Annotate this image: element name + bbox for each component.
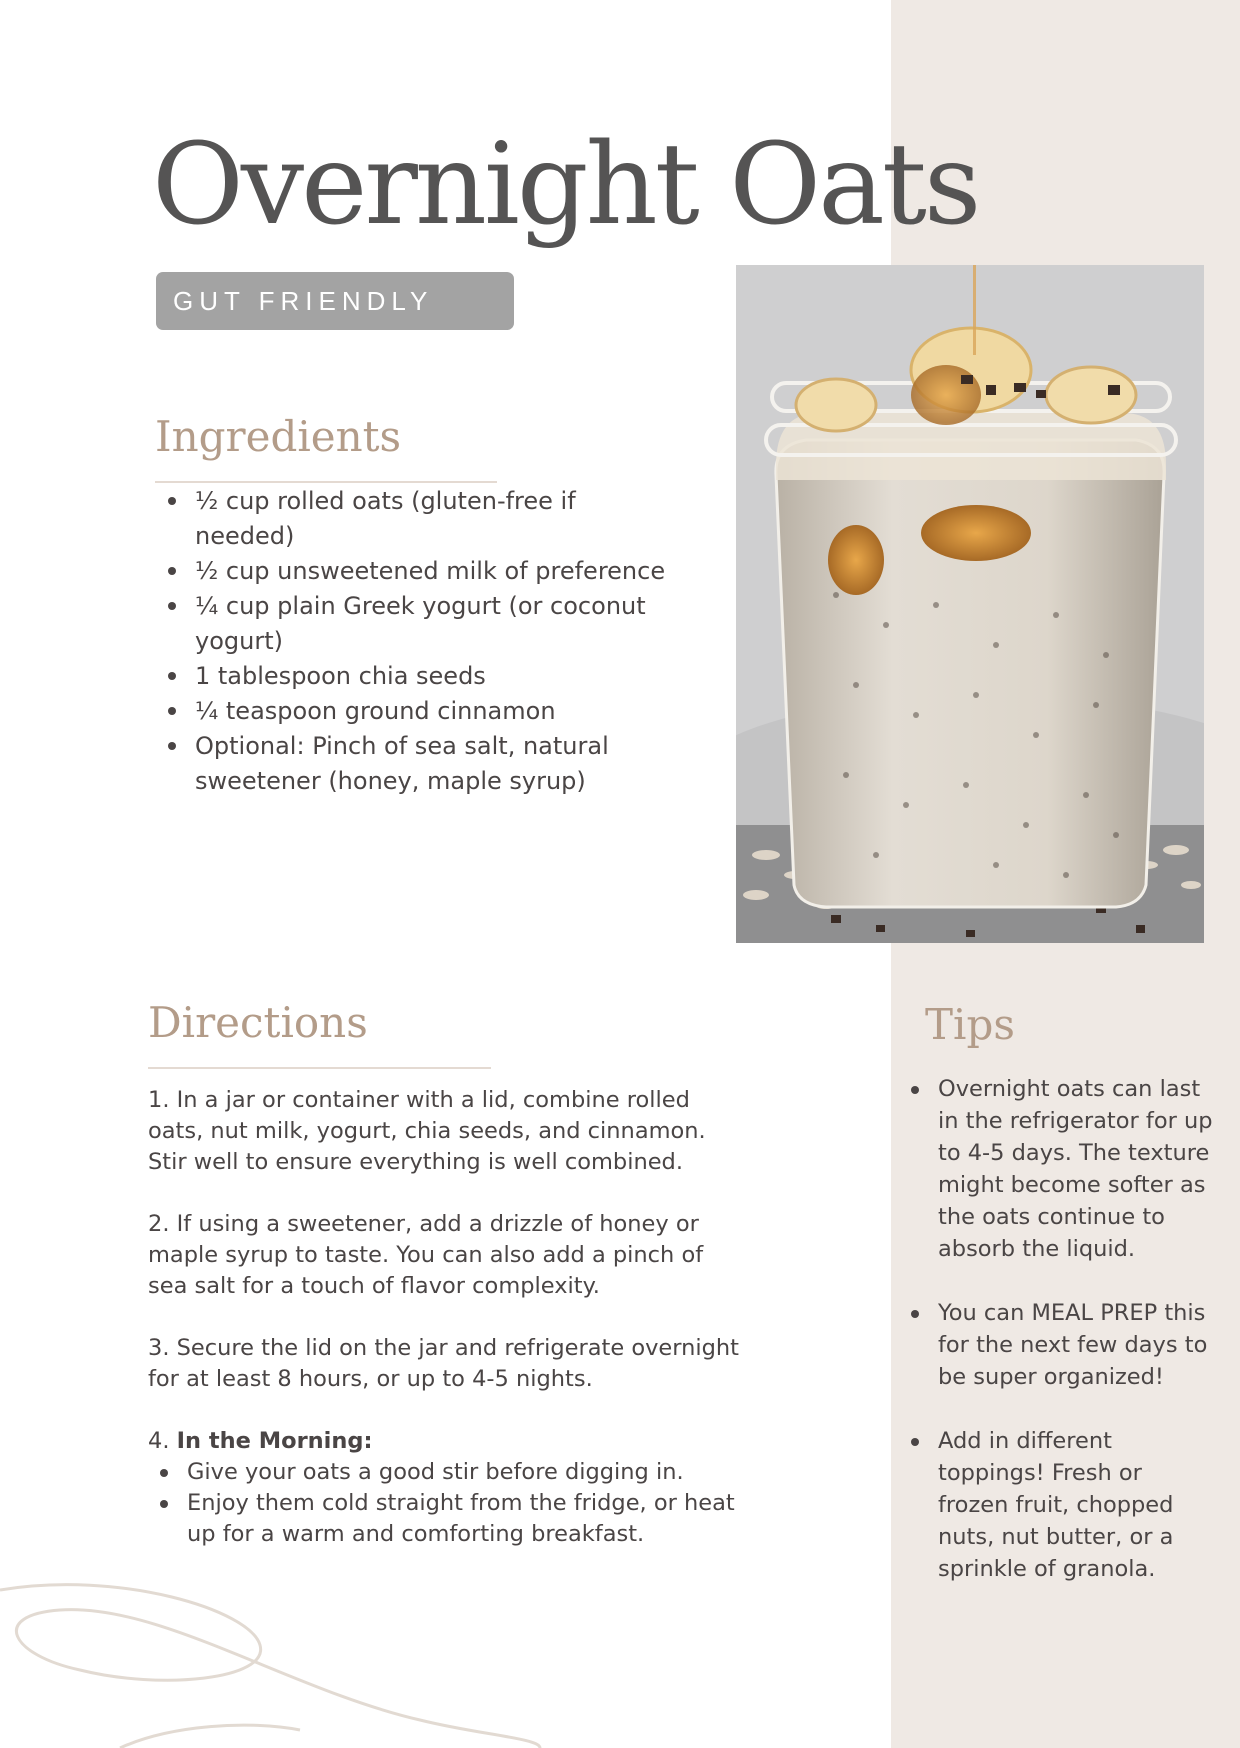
directions-steps [148,1085,748,1550]
step-4-title: In the Morning: [176,1428,373,1454]
ingredients-list [156,484,676,799]
overnight-oats-photo [736,265,1204,943]
tip-item: Overnight oats can last in the refrigerator for up to 4-5 days. The texture might become softer as the oats continue to absorb the liquid. [899,1073,1219,1265]
direction-step: 2. If using a sweetener, add a drizzle of honey or maple syrup to taste. You can also add a pinch of sea salt for a touch of flavor complexity. [148,1211,704,1299]
step-4-number: 4. [148,1428,177,1454]
tips-heading: Tips [925,1000,1015,1049]
ingredients-heading: Ingredients [155,412,402,461]
ingredient-item: ¼ teaspoon ground cinnamon [156,694,676,729]
page-title: Overnight Oats [152,120,979,250]
directions-divider [148,1067,491,1069]
ingredient-item: ¼ cup plain Greek yogurt (or coconut yogurt) [156,589,676,659]
ingredients-divider [155,481,497,483]
ingredient-item: Optional: Pinch of sea salt, natural sweetener (honey, maple syrup) [156,729,676,799]
morning-item: Enjoy them cold straight from the fridge, or heat up for a warm and comforting breakfast. [148,1488,748,1550]
direction-step: 1. In a jar or container with a lid, combine rolled oats, nut milk, yogurt, chia seeds, and cinnamon. Stir well to ensure everything is well combined. [148,1087,706,1175]
directions-heading: Directions [148,998,368,1047]
morning-list [148,1457,748,1550]
tip-item: You can MEAL PREP this for the next few days to be super organized! [899,1297,1219,1393]
direction-step: 3. Secure the lid on the jar and refrigerate overnight for at least 8 hours, or up to 4-5 nights. [148,1335,739,1392]
ingredient-item: 1 tablespoon chia seeds [156,659,676,694]
ingredient-item: ½ cup rolled oats (gluten-free if needed) [156,484,676,554]
direction-step-4 [148,1426,748,1457]
tag-badge-label: GUT FRIENDLY [173,285,434,316]
tag-badge [156,272,514,330]
morning-item: Give your oats a good stir before digging in. [148,1457,748,1488]
tips-list [899,1073,1219,1617]
ingredient-item: ½ cup unsweetened milk of preference [156,554,676,589]
decorative-swirl [0,1570,560,1748]
tip-item: Add in different toppings! Fresh or frozen fruit, chopped nuts, nut butter, or a sprinkle of granola. [899,1425,1219,1585]
